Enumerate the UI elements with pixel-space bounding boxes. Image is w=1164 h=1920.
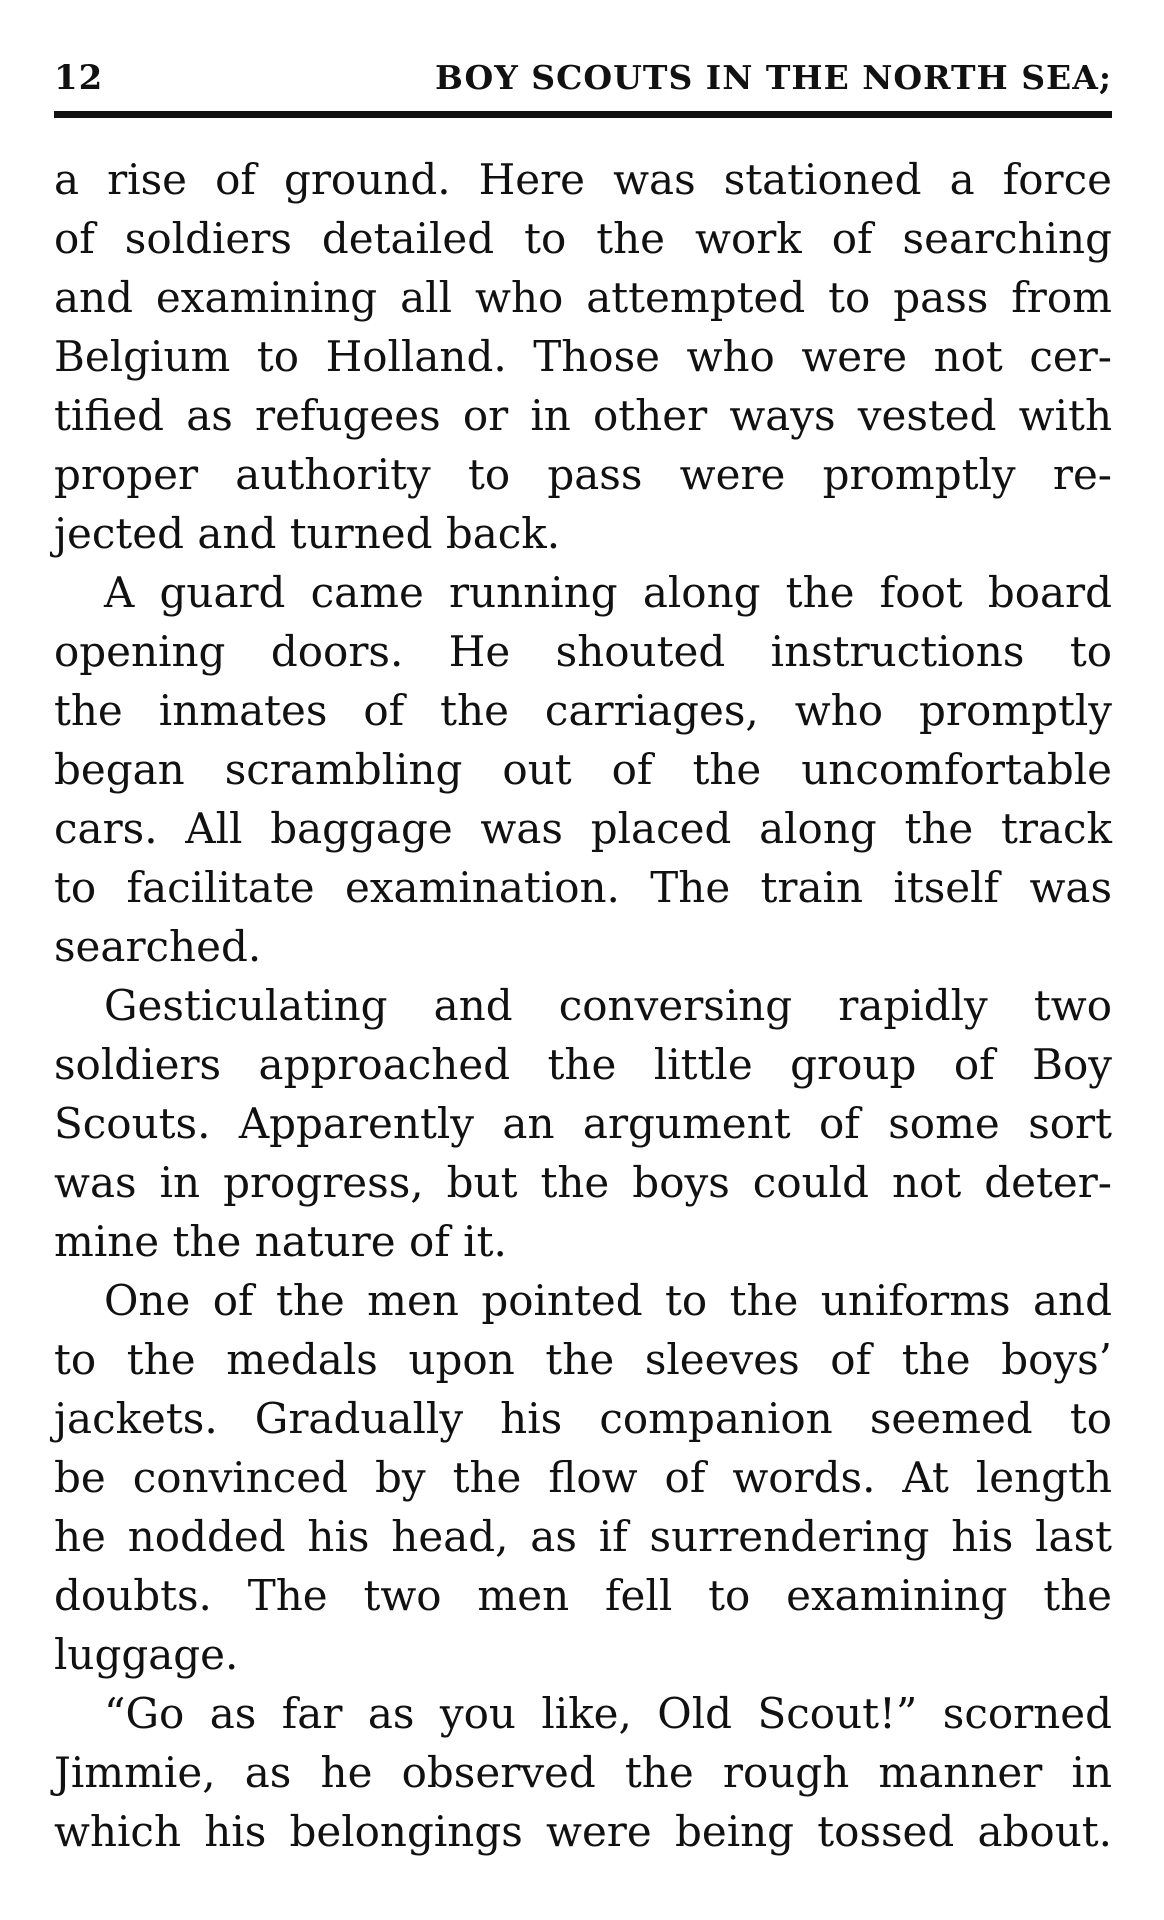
header-rule	[54, 111, 1112, 118]
text-line: soldiers approached the little group of Boy	[54, 1040, 1112, 1089]
text-line: Jimmie, as he observed the rough manner in	[54, 1748, 1112, 1797]
text-line: and examining all who attempted to pass from	[54, 273, 1112, 322]
text-line: luggage.	[54, 1630, 239, 1679]
text-line: A guard came running along the foot board	[104, 568, 1112, 617]
text-line: be convinced by the flow of words. At length	[54, 1453, 1112, 1502]
text-line: mine the nature of it.	[54, 1217, 507, 1266]
text-line: to facilitate examination. The train itself was	[54, 863, 1112, 912]
text-line: opening doors. He shouted instructions to	[54, 627, 1112, 676]
text-line: a rise of ground. Here was stationed a force	[54, 155, 1112, 204]
body-text	[54, 150, 1112, 1861]
paragraph	[54, 563, 1112, 976]
text-line: the inmates of the carriages, who promptly	[54, 686, 1112, 735]
page-number: 12	[54, 58, 104, 98]
text-line: which his belongings were being tossed about.	[54, 1807, 1112, 1856]
text-line: jackets. Gradually his companion seemed to	[54, 1394, 1112, 1443]
text-line: of soldiers detailed to the work of searching	[54, 214, 1112, 263]
text-line: Belgium to Holland. Those who were not cer-	[54, 332, 1112, 381]
paragraph	[54, 150, 1112, 563]
text-line: to the medals upon the sleeves of the boys’	[54, 1335, 1112, 1384]
running-title: BOY SCOUTS IN THE NORTH SEA;	[434, 58, 1112, 97]
text-line: proper authority to pass were promptly re-	[54, 450, 1112, 499]
text-line: searched.	[54, 922, 262, 971]
text-line: One of the men pointed to the uniforms and	[104, 1276, 1112, 1325]
text-line: “Go as far as you like, Old Scout!” scorned	[104, 1689, 1112, 1738]
paragraph	[54, 976, 1112, 1271]
text-line: he nodded his head, as if surrendering his last	[54, 1512, 1112, 1561]
running-head	[54, 52, 1112, 102]
text-line: began scrambling out of the uncomfortable	[54, 745, 1112, 794]
text-line: cars. All baggage was placed along the track	[54, 804, 1112, 853]
text-line: Gesticulating and conversing rapidly two	[104, 981, 1112, 1030]
text-line: doubts. The two men fell to examining the	[54, 1571, 1112, 1620]
paragraph	[54, 1684, 1112, 1861]
text-line: jected and turned back.	[54, 509, 561, 558]
paragraph	[54, 1271, 1112, 1684]
text-line: was in progress, but the boys could not deter-	[54, 1158, 1112, 1207]
text-line: tified as refugees or in other ways vested with	[54, 391, 1112, 440]
text-line: Scouts. Apparently an argument of some sort	[54, 1099, 1112, 1148]
